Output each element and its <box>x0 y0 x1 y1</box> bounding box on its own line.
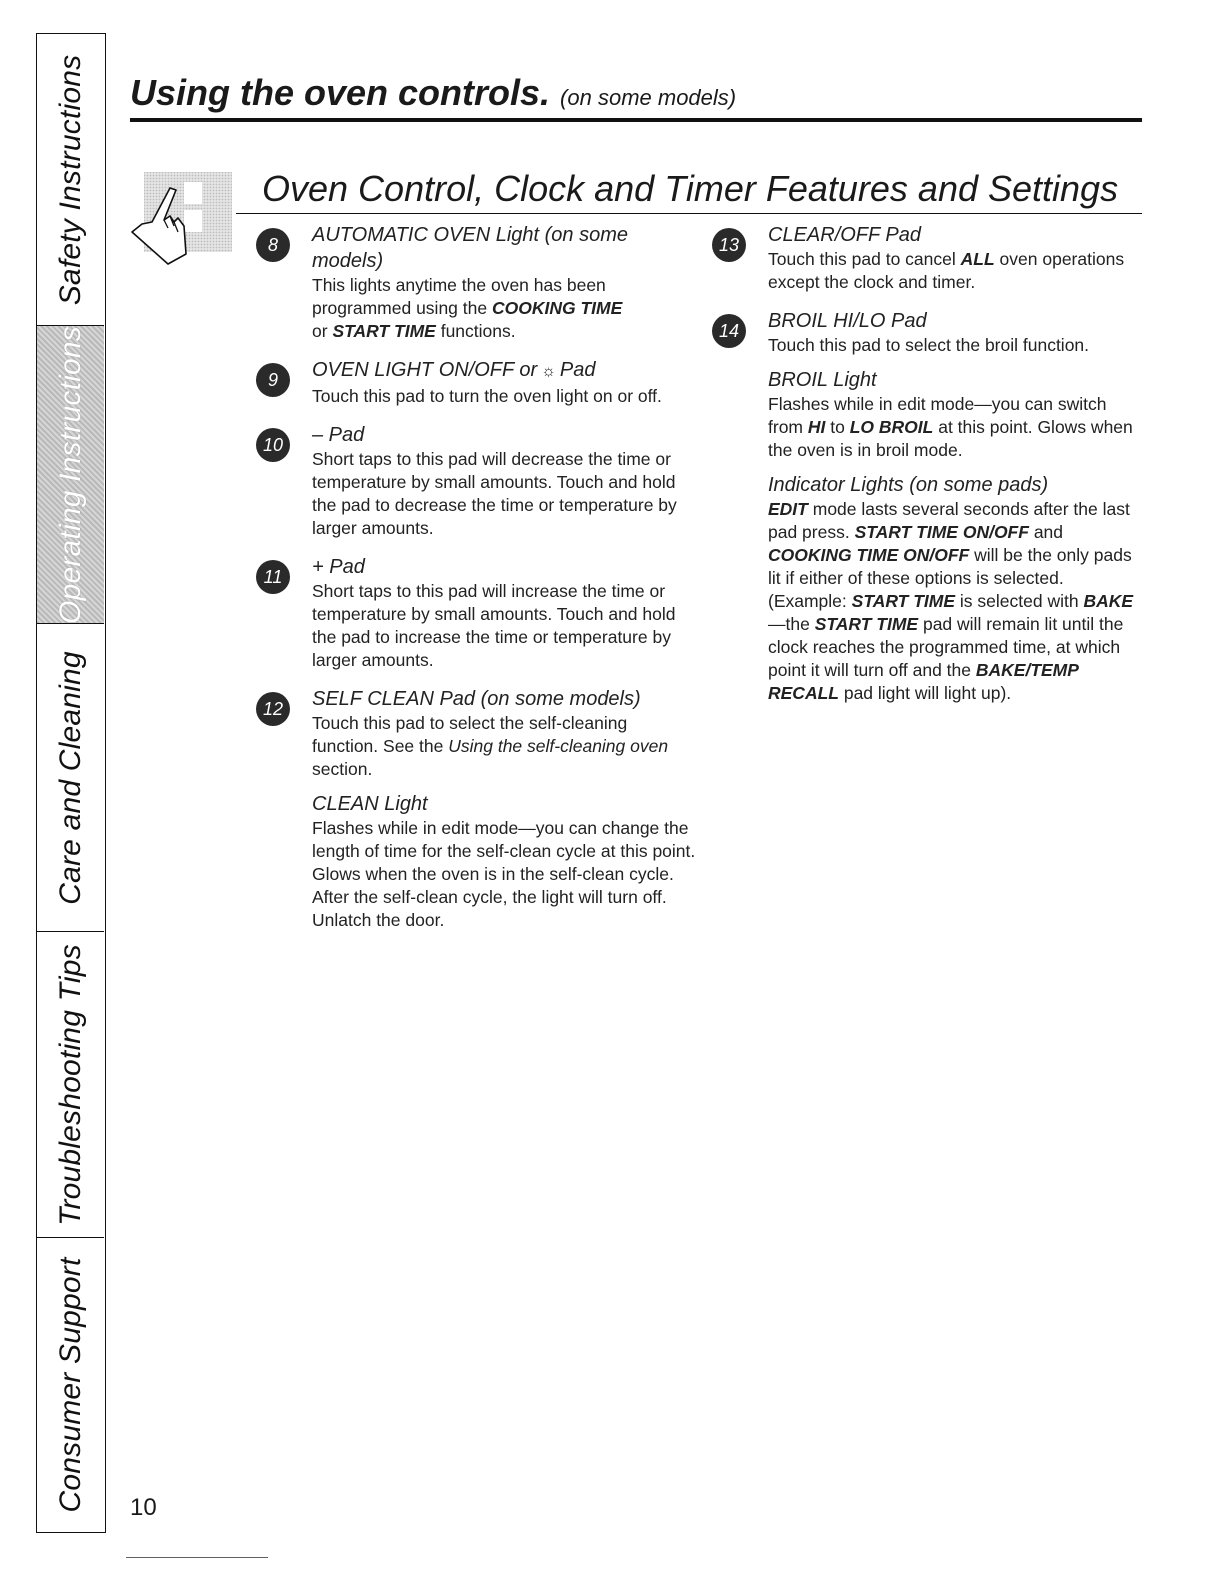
item-text: Touch this pad to select the self-cleaning function. See the <box>312 713 628 756</box>
item-title-text: OVEN LIGHT ON/OFF or <box>312 359 538 381</box>
badge-11: 11 <box>256 560 290 594</box>
tab-care-and-cleaning[interactable] <box>37 624 104 932</box>
item-body: Touch this pad to select the broil function. <box>768 335 1090 355</box>
item-title: CLEAR/OFF Pad <box>768 224 922 246</box>
item-12-self-clean-pad <box>256 686 696 932</box>
item-text: pad will remain lit until the clock reaches the programmed time, at which point it will turn off and the <box>768 614 1124 680</box>
item-text: HI <box>807 417 826 437</box>
tab-consumer-support[interactable] <box>37 1238 104 1531</box>
clean-light-body: Flashes while in edit mode—you can change the length of time for the self-clean cycle at this point. Glows when the oven is in the self-clean cycle. After the self-clean cycle, the light will turn off. Unlatch the door. <box>312 818 696 930</box>
right-column <box>712 222 1142 719</box>
item-text: to <box>830 417 845 437</box>
item-body: Touch this pad to turn the oven light on or off. <box>312 386 662 406</box>
clean-light-title: CLEAN Light <box>312 793 428 815</box>
item-text: —the <box>768 614 810 634</box>
item-text: START TIME ON/OFF <box>854 522 1029 542</box>
broil-light-body <box>768 393 1142 462</box>
item-text: COOKING TIME ON/OFF <box>768 545 970 565</box>
page-title <box>130 72 736 114</box>
tab-label: Consumer Support <box>53 1257 87 1512</box>
item-text: LO BROIL <box>849 417 934 437</box>
item-11-plus-pad <box>256 554 696 672</box>
item-text: at this point. Glows when the oven is in broil mode. <box>768 417 1133 460</box>
item-text: START TIME <box>332 321 436 341</box>
item-text: functions. <box>440 321 516 341</box>
item-title: SELF CLEAN Pad (on some models) <box>312 688 641 710</box>
item-body <box>768 248 1142 294</box>
badge-8: 8 <box>256 228 290 262</box>
item-9-oven-light-pad <box>256 357 696 408</box>
tab-label: Care and Cleaning <box>53 650 87 905</box>
item-body <box>312 712 696 781</box>
broil-light-title: BROIL Light <box>768 369 877 391</box>
item-text: BAKE/TEMP RECALL <box>768 660 1079 703</box>
badge-14: 14 <box>712 314 746 348</box>
footer-link-line <box>126 1557 268 1558</box>
item-text: ALL <box>960 249 995 269</box>
item-text: and <box>1033 522 1064 542</box>
item-text: pad light will light up). <box>843 683 1012 703</box>
light-bulb-icon: ☼ <box>541 363 556 380</box>
item-title: BROIL HI/LO Pad <box>768 310 927 332</box>
tab-operating-instructions[interactable] <box>37 326 104 624</box>
item-10-minus-pad <box>256 422 696 540</box>
item-title-text: Pad <box>559 359 596 381</box>
item-text: START TIME <box>851 591 956 611</box>
page-number: 10 <box>130 1494 157 1521</box>
item-body <box>312 274 696 343</box>
section-title: Oven Control, Clock and Timer Features and Settings <box>262 168 1119 209</box>
sidebar-nav <box>36 33 106 1533</box>
item-text: BAKE <box>1083 591 1134 611</box>
item-text: section. <box>312 759 373 779</box>
item-text: will be the only pads lit if either of these options is selected. (Example: <box>768 545 1132 611</box>
badge-12: 12 <box>256 692 290 726</box>
item-body: Short taps to this pad will increase the time or temperature by small amounts. Touch and hold the pad to increase the time or temperature by larger amounts. <box>312 581 676 670</box>
item-title: AUTOMATIC OVEN Light (on some models) <box>312 224 629 272</box>
badge-10: 10 <box>256 428 290 462</box>
item-13-clear-off-pad <box>712 222 1142 294</box>
item-text: oven operations except the clock and timer. <box>768 249 1125 292</box>
item-text: mode lasts several seconds after the last pad press. <box>768 499 1130 542</box>
hand-pointing-icon <box>128 168 236 272</box>
page-header <box>130 70 1142 122</box>
item-text: or <box>312 321 328 341</box>
item-body: Short taps to this pad will decrease the time or temperature by small amounts. Touch and hold the pad to decrease the time or temperature by larger amounts. <box>312 449 677 538</box>
item-text: Using the self-cleaning oven <box>448 736 669 756</box>
item-text: START TIME <box>814 614 919 634</box>
left-column <box>256 222 696 946</box>
item-text: is selected with <box>959 591 1079 611</box>
item-text: Flashes while in edit mode—you can switch from <box>768 394 1107 437</box>
tab-troubleshooting-tips[interactable] <box>37 932 104 1238</box>
indicator-lights-body <box>768 498 1142 705</box>
page-title-text: Using the oven controls. <box>130 72 551 113</box>
item-title: – Pad <box>312 424 365 446</box>
tab-label: Operating Instructions <box>53 326 87 624</box>
tab-label: Safety Instructions <box>53 54 87 305</box>
item-text: Touch this pad to cancel <box>768 249 956 269</box>
item-14-broil-pad <box>712 308 1142 705</box>
badge-13: 13 <box>712 228 746 262</box>
item-8-automatic-oven-light <box>256 222 696 343</box>
page-subtitle: (on some models) <box>560 85 737 110</box>
badge-9: 9 <box>256 363 290 397</box>
item-text: This lights anytime the oven has been programmed using the <box>312 275 606 318</box>
indicator-lights-title: Indicator Lights (on some pads) <box>768 474 1049 496</box>
item-text: EDIT <box>768 499 808 519</box>
tab-safety-instructions[interactable] <box>37 34 104 326</box>
section-divider <box>236 213 1142 214</box>
item-text: COOKING TIME <box>491 298 623 318</box>
tab-label: Troubleshooting Tips <box>53 943 87 1226</box>
item-title <box>312 357 696 385</box>
item-title: + Pad <box>312 556 365 578</box>
